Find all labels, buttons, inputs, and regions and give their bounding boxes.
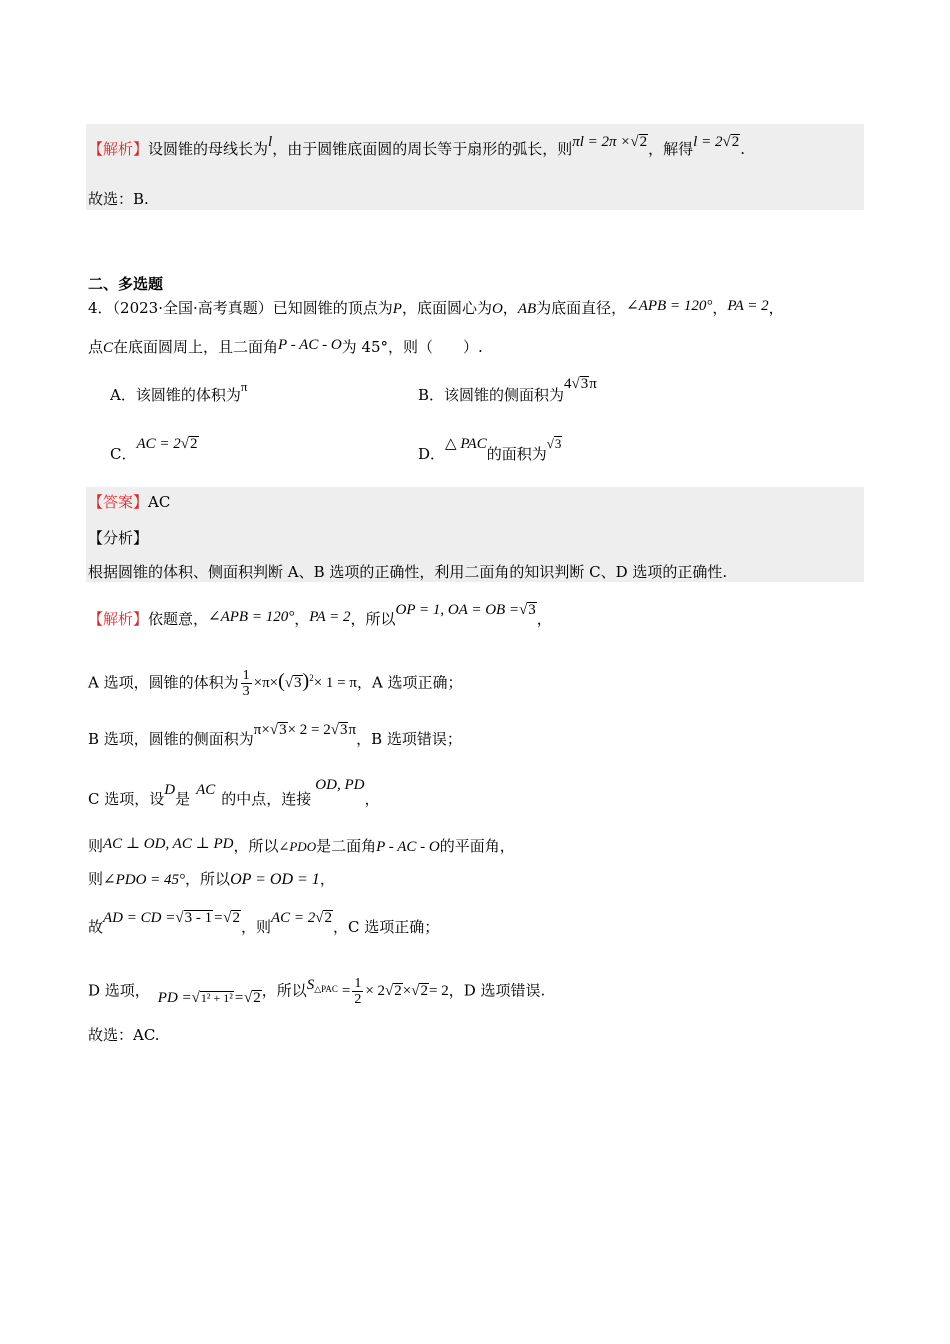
- solution2-c2-so: ，所以: [233, 837, 279, 855]
- solution2-c-mid: 的中点，连接: [221, 790, 312, 808]
- option-b-label: B．该圆锥的侧面积为: [418, 386, 565, 404]
- solution2-c3-eq: OP = OD = 1: [230, 871, 320, 888]
- solution2-c1: [88, 777, 380, 809]
- solution2-c-text: C 选项，设: [88, 790, 165, 808]
- solution1-math1: l: [268, 134, 273, 150]
- question-line2-c: 为 45°，则（ ）.: [341, 338, 483, 356]
- solution2-c3-angle: ∠PDO = 45°: [103, 872, 186, 888]
- solution2-a-expr: $\frac{1}{3}$ $\times\pi\times(√3)^2\times 1 = \pi$: [242, 668, 357, 700]
- option-c-label: C．: [110, 445, 137, 463]
- solution2-d-pd: PD =√1² + 1²=√2: [157, 990, 261, 1007]
- solution2-c-end: ，: [364, 790, 380, 808]
- solution2-b: [88, 722, 462, 749]
- solution2-end1: ，: [536, 610, 552, 628]
- solution2-d-text: D 选项，: [88, 981, 150, 1000]
- solution2-label: 【解析】: [88, 610, 149, 628]
- option-d: [418, 436, 562, 464]
- solution2-c3-end: ，: [319, 870, 335, 888]
- question-AB: AB: [517, 301, 537, 317]
- option-d-triangle: △ PAC: [445, 436, 487, 452]
- option-a: [110, 379, 248, 405]
- solution2-c2-dih: P - AC - O: [376, 839, 440, 855]
- solution1-label: 【解析】: [88, 140, 149, 158]
- analysis-label: 【分析】: [88, 529, 149, 547]
- solution2-b-text: B 选项，圆锥的侧面积为: [88, 730, 254, 748]
- solution1-math3: l = 2√2: [693, 134, 740, 150]
- option-a-value: π: [240, 379, 248, 394]
- solution2-op: OP = 1, OA = OB =√3: [395, 602, 536, 618]
- solution2-c4-ac: AC = 2√2: [270, 910, 332, 926]
- solution2-c4: [88, 910, 440, 937]
- solution1-text4: .: [740, 140, 745, 158]
- solution2-c2-end: 的平面角，: [439, 837, 515, 855]
- solution2-d-end: ，D 选项错误.: [448, 981, 546, 1000]
- analysis-text: 根据圆锥的体积、侧面积判断 A、B 选项的正确性，利用二面角的知识判断 C、D 选项的正确性.: [88, 563, 728, 581]
- question-P: P: [392, 301, 402, 317]
- option-a-label: A．该圆锥的体积为: [110, 386, 241, 404]
- question-line2: [88, 336, 483, 357]
- solution2-c2-pdo: ∠PDO: [278, 839, 317, 854]
- solution2-line1: [88, 602, 552, 629]
- solution2-intro: 依题意，: [148, 610, 209, 628]
- solution2-c3-so: ，所以: [185, 870, 231, 888]
- solution2-c3: [88, 868, 335, 889]
- question-text-c: 为底面直径，: [536, 299, 627, 317]
- question-C: C: [103, 340, 114, 356]
- question-dihedral: P - AC - O: [278, 337, 342, 353]
- solution2-c4-so: 故: [88, 918, 104, 936]
- option-d-label: D．: [418, 445, 446, 463]
- answer-value: AC: [148, 493, 171, 511]
- solution2-c2-then: 则: [88, 837, 104, 855]
- question-number: 4．: [88, 299, 113, 317]
- solution1-line: [88, 134, 745, 159]
- solution2-comma: ，: [294, 610, 310, 628]
- solution1-text2: ，由于圆锥底面圆的周长等于扇形的弧长，则: [272, 140, 573, 158]
- section-title: 二、多选题: [88, 275, 164, 293]
- solution2-c2-perp: AC ⊥ OD, AC ⊥ PD: [103, 836, 234, 852]
- solution1-text3: ，解得: [648, 140, 694, 158]
- solution2-c4-then: ，则: [240, 918, 271, 936]
- solution2-c3-then: 则: [88, 870, 104, 888]
- answer-label: 【答案】: [88, 493, 149, 511]
- solution2-a: [88, 668, 463, 700]
- solution2-b-expr: π×√3× 2 = 2√3π: [253, 722, 357, 738]
- solution2-conclusion: 故选：AC.: [88, 1026, 160, 1044]
- solution2-c2-is: 是二面角: [316, 837, 377, 855]
- solution2-c4-expr: AD = CD =√3 - 1=√2: [103, 910, 240, 926]
- solution1-text1: 设圆锥的母线长为: [148, 140, 269, 158]
- question-text-d: ，: [712, 299, 728, 317]
- option-d-text: 的面积为: [486, 445, 547, 463]
- solution2-c4-end: ，C 选项正确；: [332, 918, 440, 936]
- option-b: [418, 376, 597, 405]
- question-angle: ∠APB = 120°: [626, 298, 713, 314]
- solution1-block: [86, 124, 864, 210]
- question-source: （2023·全国·高考真题）已知圆锥的顶点为: [112, 299, 393, 317]
- question-line2-a: 点: [88, 338, 104, 356]
- answer-line: [88, 491, 170, 512]
- option-b-value: 4√3π: [564, 376, 597, 392]
- question-O: O: [491, 301, 503, 317]
- solution1-math2: πl = 2π ×√2: [572, 134, 648, 150]
- question-text-a: ，底面圆心为: [401, 299, 492, 317]
- solution2-angle: ∠APB = 120°: [208, 609, 295, 625]
- solution2-a-end: ，A 选项正确；: [356, 673, 463, 692]
- solution2-so: ，所以: [350, 610, 396, 628]
- solution2-c-is: 是: [175, 790, 191, 808]
- solution2-c-AC: AC: [196, 782, 216, 798]
- solution2-c-D: D: [164, 782, 176, 798]
- solution1-conclusion: 故选：B.: [88, 190, 149, 208]
- option-c: [110, 436, 199, 464]
- question-pa: PA = 2: [727, 298, 769, 314]
- solution2-c2: [88, 835, 515, 856]
- question-line1: [88, 297, 784, 318]
- question-text-b: ，: [502, 299, 518, 317]
- solution2-c-odpd: OD, PD: [315, 777, 365, 793]
- solution2-pa: PA = 2: [309, 609, 351, 625]
- solution2-d: [88, 976, 545, 1008]
- solution2-d-so: ，所以: [261, 981, 307, 1000]
- solution2-d-area: $S^{\triangle PAC}$ = $\frac{1}{2}$ × 2√2×√2= 2: [306, 976, 449, 1008]
- question-text-e: ，: [768, 299, 784, 317]
- solution2-b-end: ，B 选项错误；: [356, 730, 462, 748]
- option-d-value: √3: [546, 436, 562, 451]
- option-c-value: AC = 2√2: [136, 436, 198, 452]
- question-line2-b: 在底面圆周上，且二面角: [113, 338, 279, 356]
- solution2-a-text: A 选项，圆锥的体积为: [88, 673, 239, 692]
